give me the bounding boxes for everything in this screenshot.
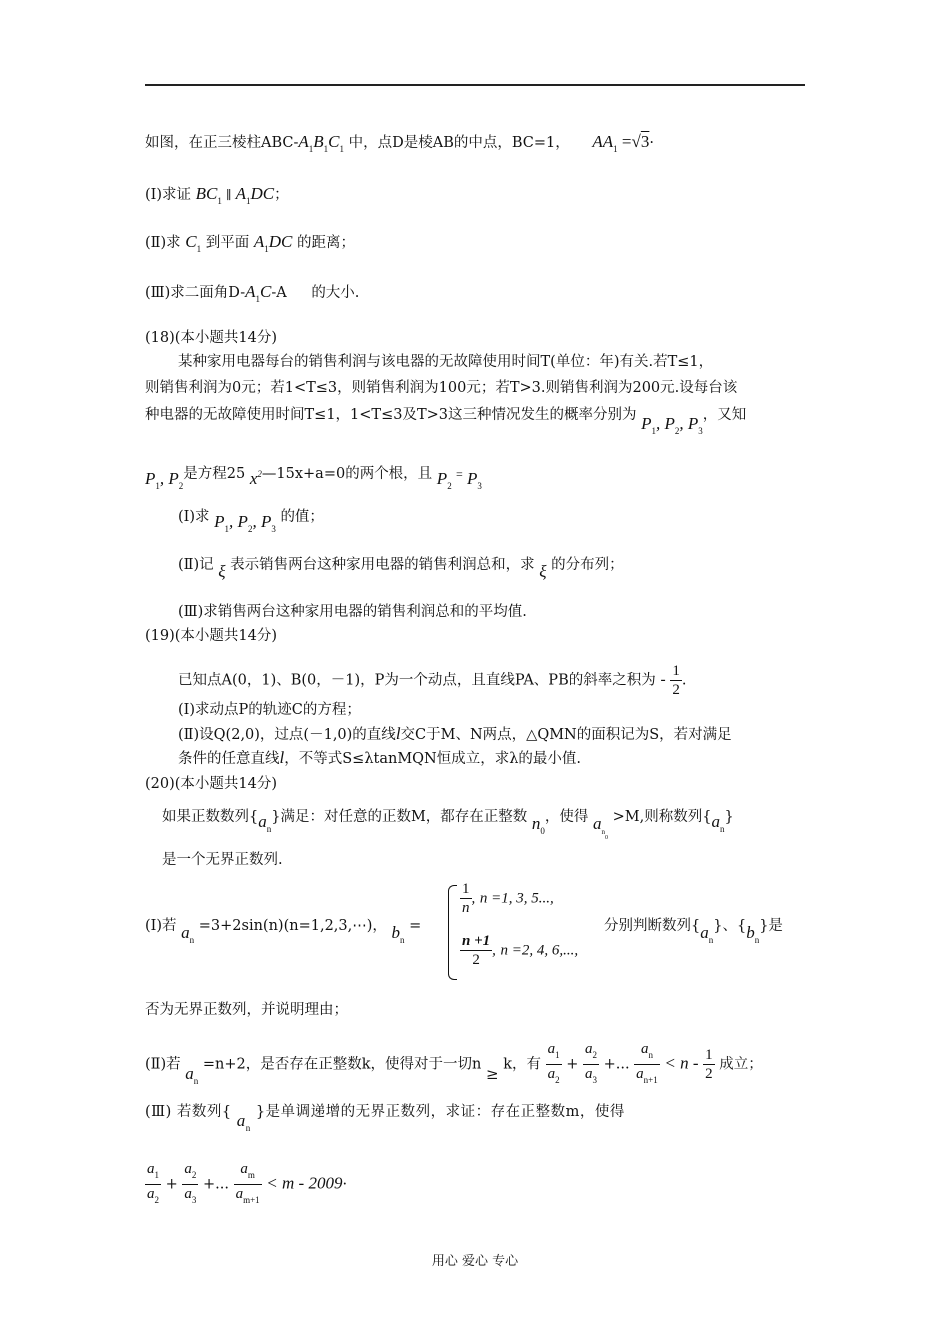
p20-q1-cont: 否为无界正数列，并说明理由； — [145, 1002, 348, 1018]
case-2: $\frac{n +1}{2}$ , n =2, 4, 6,..., — [462, 933, 579, 968]
p17-q2: (Ⅱ)求 $C_1$ 到平面 $A_1DC$ 的距离； — [145, 232, 355, 254]
p18-line1: 某种家用电器每台的销售利润与该电器的无故障使用时间T(单位：年)有关.若T≤1， — [178, 354, 714, 370]
p18-q1: (Ⅰ)求 $P_1$, $P_2$, $P_3$ 的值； — [178, 509, 324, 534]
p19-header: (19)(本小题共14分) — [145, 628, 278, 644]
top-rule — [145, 84, 805, 86]
piecewise-brace — [448, 885, 457, 980]
p19-q2-cont: 条件的任意直线l，不等式S≤λtanMQN恒成立，求λ的最小值. — [178, 748, 582, 767]
case-1: $\frac{1}{n}$ , n =1, 3, 5..., — [462, 881, 554, 916]
p19-q1: (Ⅰ)求动点P的轨迹C的方程； — [178, 702, 361, 718]
p18-q2: (Ⅱ)记 ξ 表示销售两台这种家用电器的销售利润总和，求 ξ 的分布列； — [178, 557, 624, 581]
p18-line4: $P_1$, $P_2$是方程25 $x^2—15x+a=0$的两个根，且 $P_2$ = $P_3$ — [145, 466, 482, 491]
p19-line1: 已知点A(0，1)、B(0，－1)，P为一个动点，且直线PA、PB的斜率之积为 - $\frac{1}{2}$ . — [178, 663, 687, 698]
p19-q2: (Ⅱ)设Q(2,0)，过点(－1,0)的直线l交C于M、N两点，△QMN的面积记为S，若对满足 — [178, 724, 732, 743]
p18-q3: (Ⅲ)求销售两台这种家用电器的销售利润总和的平均值. — [178, 604, 527, 620]
p20-q2: (Ⅱ)若 $a_n =n+2$，是否存在正整数k，使得对于一切n ≥ k，有 $\frac{a_1}{a_2}$ + $\frac{a_2}{a_3}$ +... $\frac{a_n}{a_{n+1}}$ < n - $\frac{1}{2}$ 成立； — [145, 1041, 763, 1086]
p18-line3: 种电器的无故障使用时间T≤1，1<T≤3及T>3这三种情况发生的概率分别为 $P_1$, $P_2$, $P_3$，又知 — [145, 407, 747, 436]
page-footer: 用心 爱心 专心 — [431, 1254, 519, 1269]
p18-line2: 则销售利润为0元；若1<T≤3，则销售利润为100元；若T>3.则销售利润为200元.设每台该 — [145, 380, 738, 396]
p20-q3: (Ⅲ) 若数列{ $a_n$ }是单调递增的无界正数列，求证：存在正整数m，使得 — [145, 1104, 625, 1133]
p20-q1-tail: 分别判断数列$\{a_n\}$、$\{b_n\}$是 — [604, 918, 783, 945]
p20-line2: 是一个无界正数列. — [162, 852, 283, 868]
p20-q1: (Ⅰ)若 $a_n$ =3+2sin(n)(n=1,2,3,⋯)， $b_n$ = — [145, 918, 422, 945]
p18-header: (18)(本小题共14分) — [145, 330, 278, 346]
p20-header: (20)(本小题共14分) — [145, 776, 278, 792]
p20-line1: 如果正数数列$\{a_n\}$满足：对任意的正数M，都存在正整数 $n_0$，使得 $a_{n_0} >M$,则称数列$\{a_n\}$ — [162, 809, 734, 841]
p20-q3-formula: $\frac{a_1}{a_2}$ + $\frac{a_2}{a_3}$ +... $\frac{a_m}{a_{m+1}}$ < m - 2009· — [147, 1161, 348, 1205]
p17-q1: (Ⅰ)求证 $BC_1$ ∥ $A_1DC$； — [145, 184, 289, 206]
p17-intro: 如图，在正三棱柱ABC-$A_1B_1C_1$ 中，点D是棱AB的中点，BC=1， $AA_1 =√3\cdot$ — [145, 132, 654, 154]
p17-q3: (Ⅲ)求二面角$D-A_1C-A$ 的大小. — [145, 282, 360, 304]
